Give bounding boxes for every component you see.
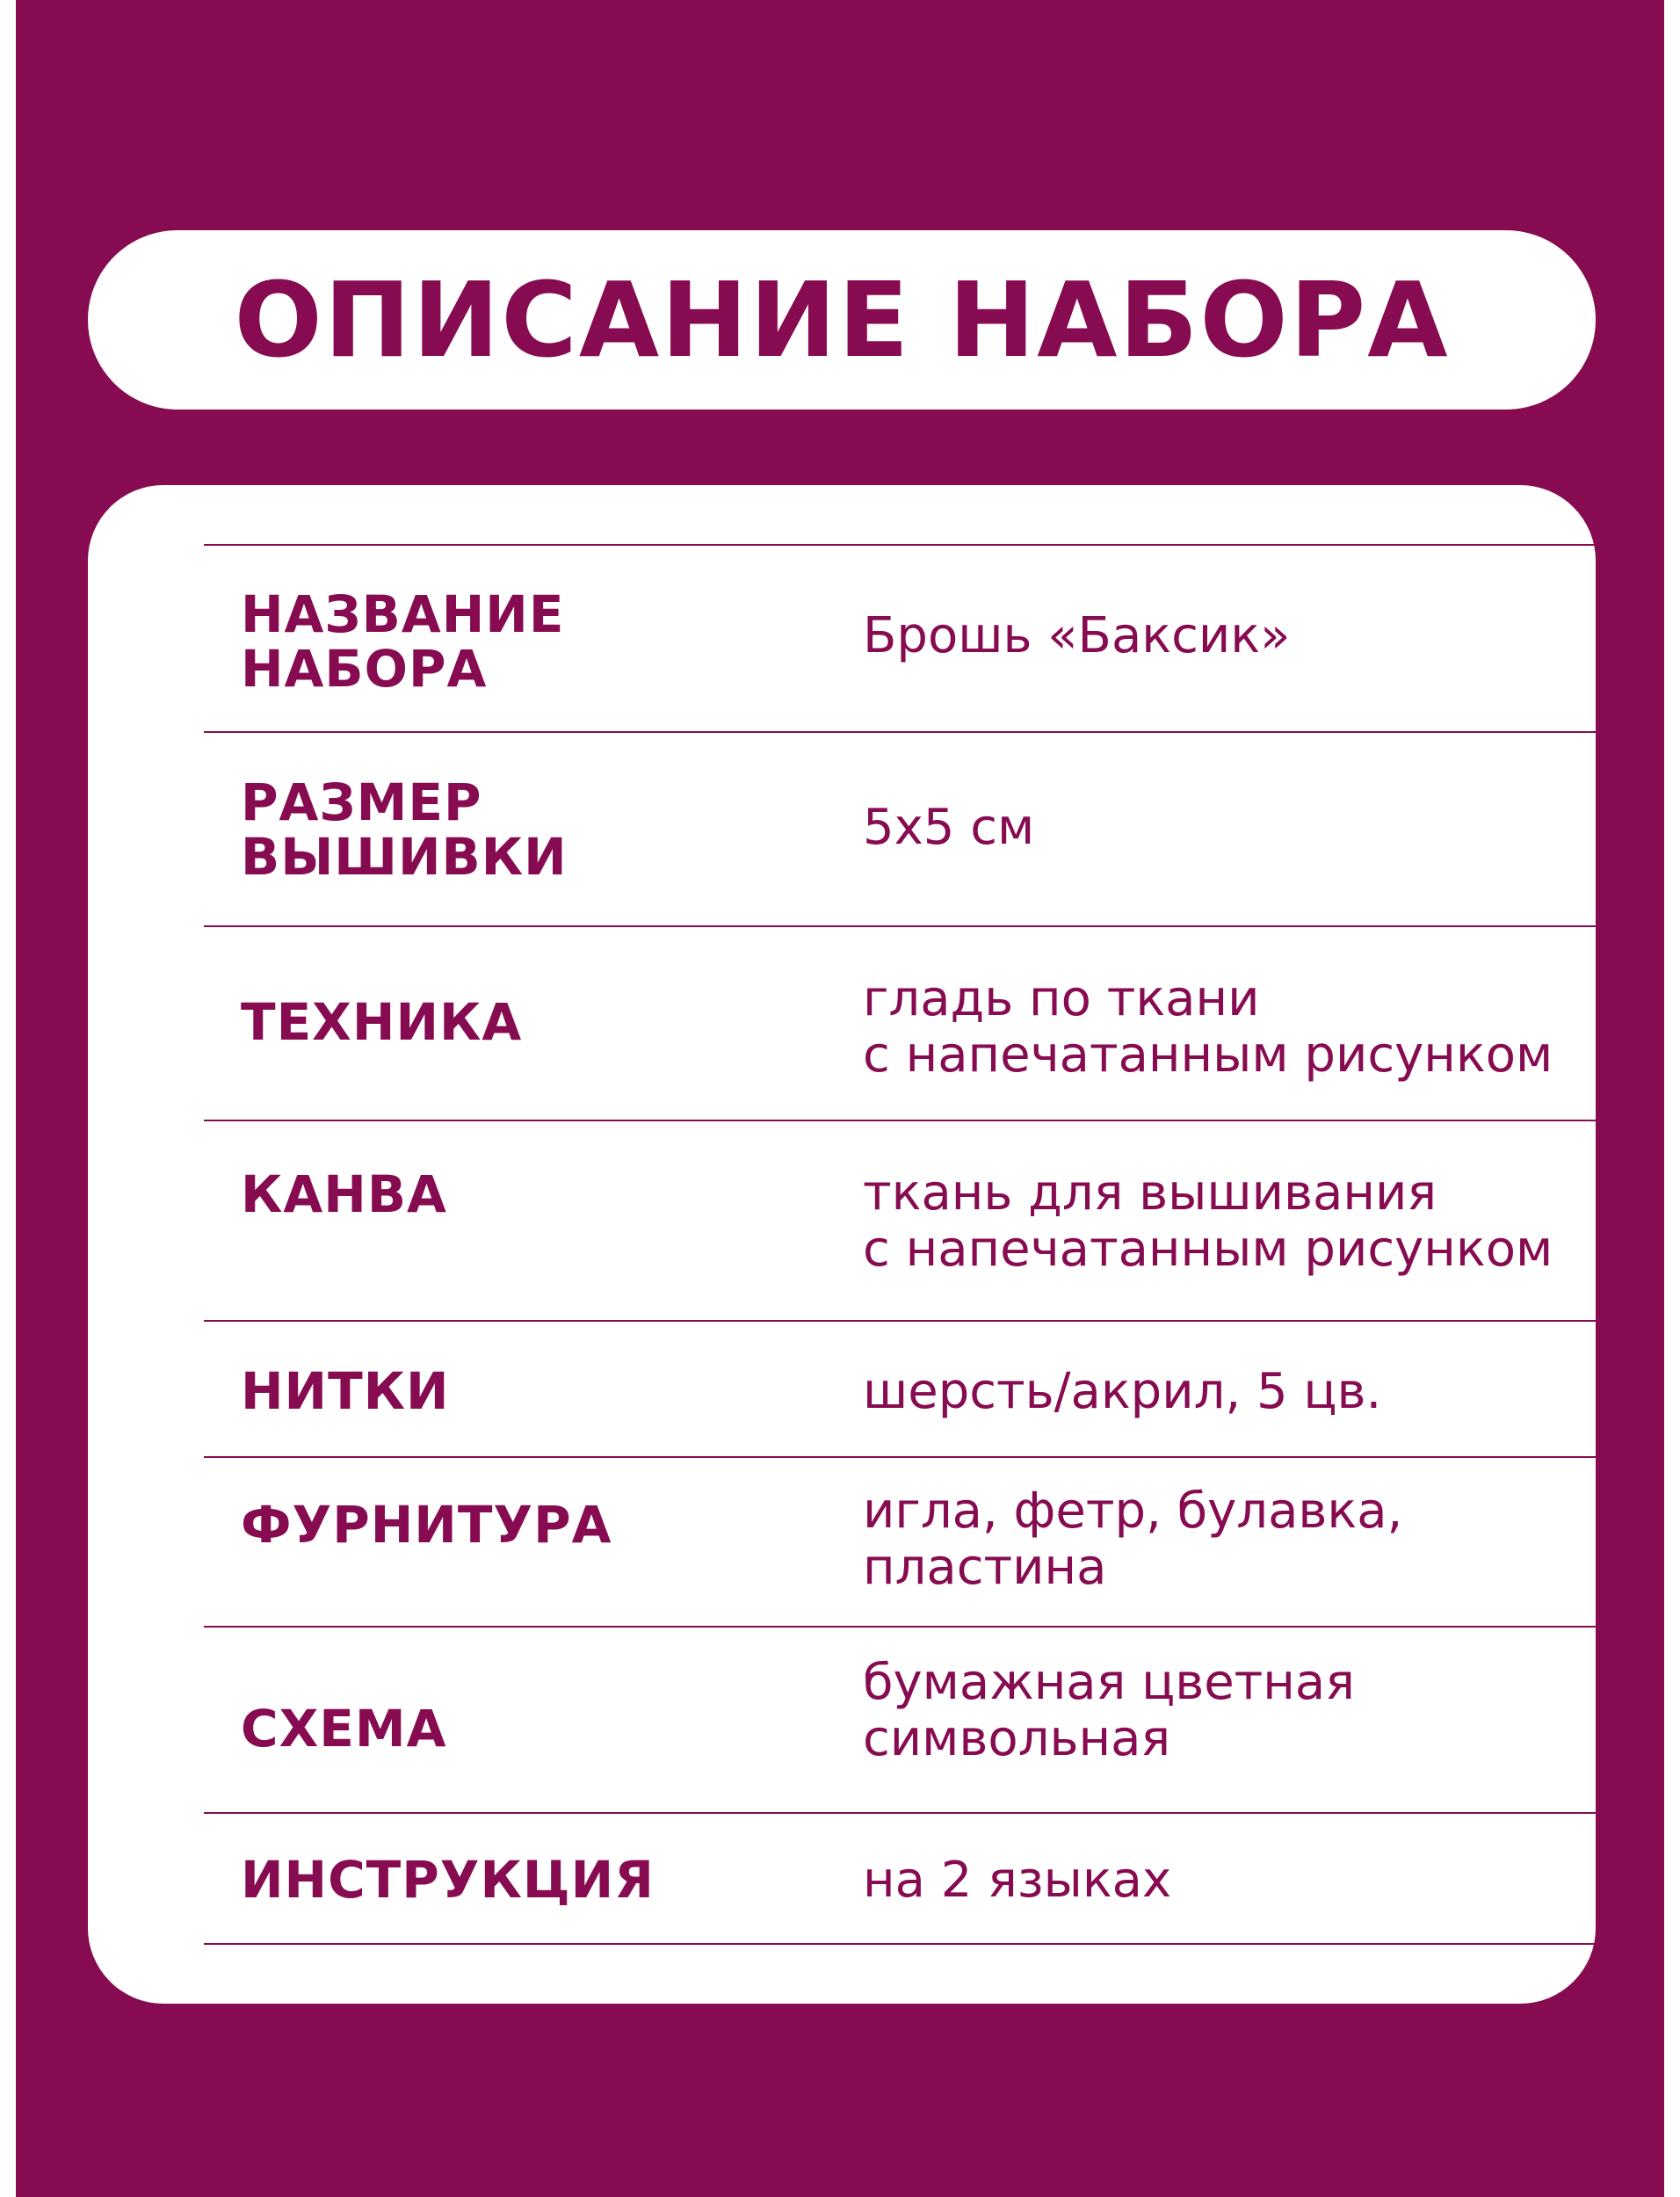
table-divider — [204, 1320, 1615, 1322]
table-divider — [204, 1943, 1615, 1945]
table-divider — [204, 544, 1615, 546]
row-label-threads: НИТКИ — [241, 1361, 450, 1421]
table-divider — [204, 1626, 1615, 1628]
table-divider — [204, 1812, 1615, 1814]
title-banner — [88, 230, 1596, 410]
spec-table — [88, 485, 1596, 2004]
row-label-instruction: ИНСТРУКЦИЯ — [241, 1850, 655, 1910]
row-value-name: Брошь «Баксик» — [863, 607, 1291, 664]
row-value-instruction: на 2 языках — [863, 1852, 1172, 1909]
row-value-canvas: ткань для вышивания с напечатанным рисунком — [863, 1164, 1553, 1279]
row-value-technique: гладь по ткани с напечатанным рисунком — [863, 970, 1553, 1084]
row-value-threads: шерсть/акрил, 5 цв. — [863, 1363, 1382, 1420]
table-divider — [204, 1120, 1615, 1121]
row-label-fittings: ФУРНИТУРА — [241, 1495, 612, 1555]
row-value-size: 5х5 см — [863, 799, 1035, 856]
row-label-technique: ТЕХНИКА — [241, 992, 523, 1052]
table-divider — [204, 925, 1615, 927]
page-frame — [16, 0, 1664, 2197]
row-label-scheme: СХЕМА — [241, 1699, 447, 1758]
row-value-fittings: игла, фетр, булавка, пластина — [863, 1483, 1403, 1597]
table-divider — [204, 731, 1615, 733]
table-divider — [204, 1456, 1615, 1458]
row-label-name: НАЗВАНИЕ НАБОРА — [241, 584, 565, 700]
row-label-size: РАЗМЕР ВЫШИВКИ — [241, 772, 568, 888]
row-label-canvas: КАНВА — [241, 1164, 447, 1224]
page-title: ОПИСАНИЕ НАБОРА — [234, 259, 1450, 381]
row-value-scheme: бумажная цветная символьная — [863, 1654, 1355, 1768]
